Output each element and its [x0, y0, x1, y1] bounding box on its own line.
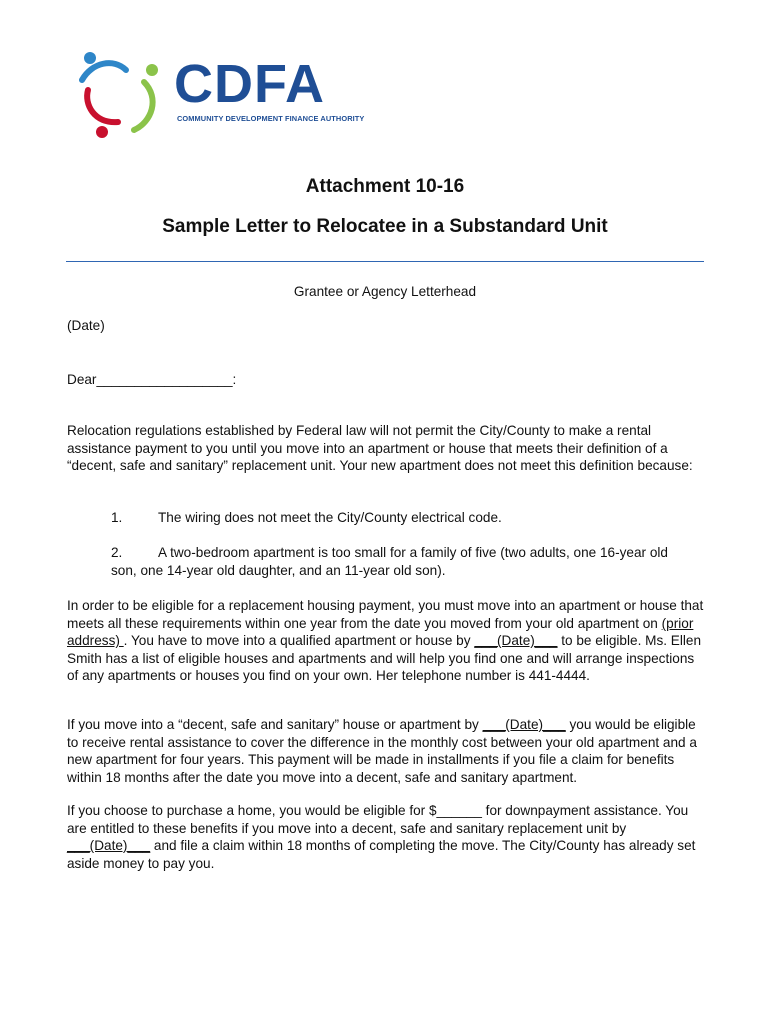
- text-run: In order to be eligible for a replacement housing payment, you must move into an apartment or house that meets all these requirements within one year from the date you moved from your old apartment on: [67, 598, 704, 631]
- text-run: If you move into a “decent, safe and sanitary” house or apartment by: [67, 717, 483, 732]
- text-run: and file a claim within 18 months of completing the move. The City/County has already set aside money to pay you.: [67, 838, 696, 871]
- text-run: If you choose to purchase a home, you would be eligible for $______ for downpayment assistance. You are entitled to these benefits if you move into a decent, safe and sanitary replacement unit by: [67, 803, 689, 836]
- cdfa-logo: [74, 50, 364, 140]
- page-title: Attachment 10-16: [305, 176, 465, 197]
- purchase-paragraph: [67, 802, 707, 872]
- logo-tagline: COMMUNITY DEVELOPMENT FINANCE AUTHORITY: [177, 114, 365, 123]
- list-item-text: A two-bedroom apartment is too small for a family of five (two adults, one 16-year old: [158, 545, 668, 560]
- intro-paragraph: Relocation regulations established by Federal law will not permit the City/County to make a rental assistance payment to you until you move into an apartment or house that meets their definition of a “decent, safe and sanitary” replacement unit. Your new apartment does not meet this definition because:: [67, 423, 693, 474]
- salutation: Dear__________________:: [67, 372, 237, 387]
- list-item-number: 1.: [111, 510, 123, 525]
- list-item-number: 2.: [111, 545, 123, 560]
- prior-address-field: (prior address): [67, 615, 694, 649]
- cdfa-people-icon: [74, 50, 164, 140]
- text-run: to be eligible. Ms. Ellen Smith has a list of eligible houses and apartments and will help you find one and will arrange inspections of any apartments or houses you find on your own. Her telephone number is 441-4444.: [67, 633, 702, 684]
- text-run: . You have to move into a qualified apartment or house by: [123, 633, 475, 649]
- logo-wordmark: CDFA: [174, 54, 325, 114]
- date-line: (Date): [67, 318, 105, 333]
- list-item-text: The wiring does not meet the City/County electrical code.: [158, 510, 502, 525]
- eligibility-paragraph: [67, 597, 707, 685]
- page-subtitle: Sample Letter to Relocatee in a Substandard Unit: [162, 216, 608, 237]
- date-field: ___(Date)___: [482, 717, 566, 732]
- title-divider: [66, 261, 704, 262]
- date-field: ___(Date)___: [67, 838, 151, 854]
- letterhead-label: Grantee or Agency Letterhead: [293, 284, 477, 299]
- date-field: ___(Date)___: [474, 633, 558, 649]
- list-item-text-continued: son, one 14-year old daughter, and an 11-year old son).: [111, 563, 446, 578]
- rental-assistance-paragraph: [67, 716, 707, 786]
- text-run: you would be eligible to receive rental assistance to cover the difference in the monthly cost between your old apartment and a new apartment for four years. This payment will be made in installments if you file a claim for benefits within 18 months after the date you move into a decent, safe and sanitary apartment.: [67, 717, 697, 785]
